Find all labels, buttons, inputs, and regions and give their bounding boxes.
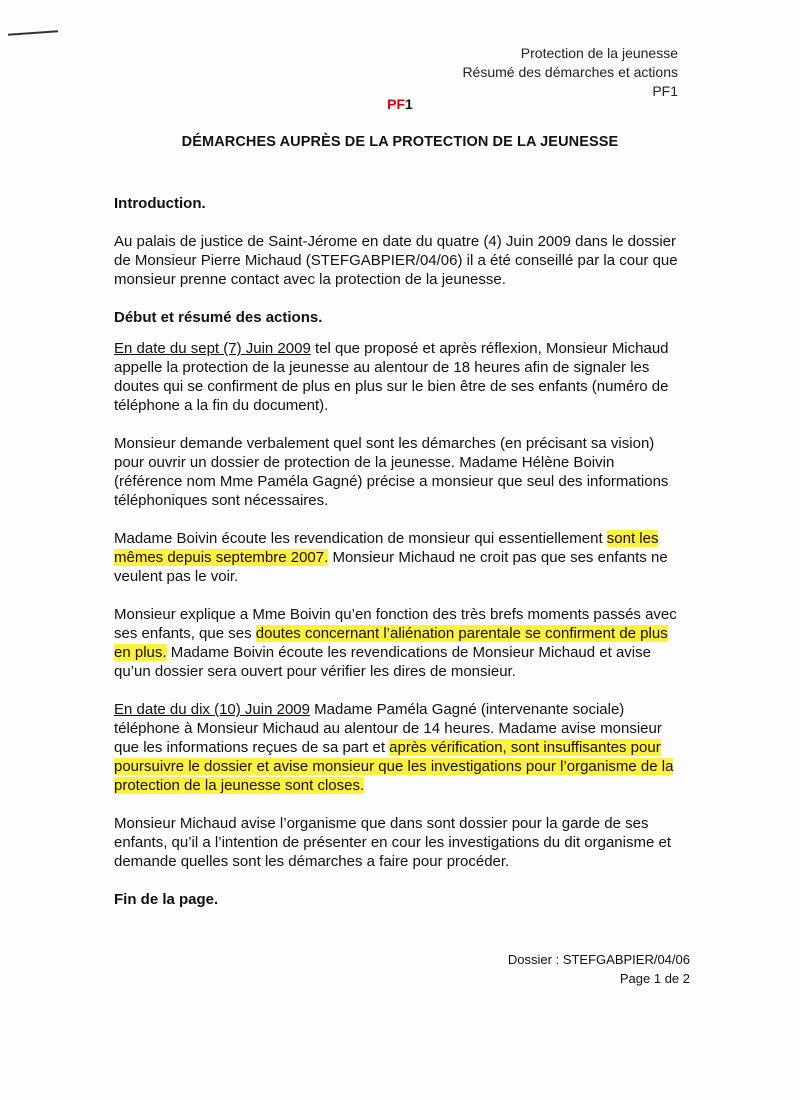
actions-heading: Début et résumé des actions. bbox=[114, 309, 323, 326]
scan-pen-mark bbox=[8, 30, 58, 35]
paragraph-5-date: En date du dix (10) Juin 2009 bbox=[114, 701, 310, 718]
paragraph-5-before: Madame Paméla Gagné (intervenante sociale) téléphone à Monsieur Michaud au alentour de 14 heures. Madame avise monsieur que les informations reçues de sa part et bbox=[114, 701, 662, 756]
document-body bbox=[114, 194, 684, 909]
paragraph-4 bbox=[114, 605, 684, 681]
paragraph-3-after: Monsieur Michaud ne croit pas que ses enfants ne veulent pas le voir. bbox=[114, 549, 668, 585]
paragraph-4-before: Monsieur explique a Mme Boivin qu’en fonction des très brefs moments passés avec ses enfants, que ses bbox=[114, 606, 677, 642]
pf-code bbox=[0, 96, 800, 112]
paragraph-3-highlight: sont les mêmes depuis septembre 2007. bbox=[114, 530, 659, 566]
paragraph-6: Monsieur Michaud avise l’organisme que dans sont dossier pour la garde de ses enfants, qu’il a l’intention de présenter en cour les investigations du dit organisme et demande quelles sont les démarches a faire pour procéder. bbox=[114, 815, 671, 870]
paragraph-5-highlight: après vérification, sont insuffisantes pour poursuivre le dossier et avise monsieur que les investigations pour l’organisme de la protection de la jeunesse sont closes. bbox=[114, 739, 674, 794]
pf-code-red: PF bbox=[387, 96, 406, 112]
footer-dossier: Dossier : STEFGABPIER/04/06 bbox=[507, 952, 690, 967]
paragraph-4-highlight: doutes concernant l’aliénation parentale se confirment de plus en plus. bbox=[114, 625, 668, 661]
pf-code-number: 1 bbox=[405, 96, 413, 112]
intro-heading: Introduction. bbox=[114, 195, 206, 212]
paragraph-1 bbox=[114, 339, 684, 415]
paragraph-3-before: Madame Boivin écoute les revendication de monsieur qui essentiellement bbox=[114, 530, 607, 547]
paragraph-4-after: Madame Boivin écoute les revendications de Monsieur Michaud et avise qu’un dossier sera ouvert pour vérifier les dires de monsieur. bbox=[114, 644, 651, 680]
page-header bbox=[462, 44, 678, 101]
intro-paragraph: Au palais de justice de Saint-Jérome en date du quatre (4) Juin 2009 dans le dossier de Monsieur Pierre Michaud (STEFGABPIER/04/06) il a été conseillé par la cour que monsieur prenne contact avec la protection de la jeunesse. bbox=[114, 233, 678, 288]
paragraph-1-text: tel que proposé et après réflexion, Monsieur Michaud appelle la protection de la jeunesse au alentour de 18 heures afin de signaler les doutes qui se confirment de plus en plus sur le bien être de ses enfants (numéro de téléphone a la fin du document). bbox=[114, 340, 669, 414]
end-of-page: Fin de la page. bbox=[114, 891, 219, 908]
header-line-1: Protection de la jeunesse bbox=[520, 45, 678, 61]
paragraph-2: Monsieur demande verbalement quel sont les démarches (en précisant sa vision) pour ouvrir un dossier de protection de la jeunesse. Madame Hélène Boivin (référence nom Mme Paméla Gagné) précise a monsieur que seul des informations téléphoniques sont nécessaires. bbox=[114, 435, 669, 509]
paragraph-1-date: En date du sept (7) Juin 2009 bbox=[114, 340, 311, 357]
page-footer bbox=[508, 950, 690, 988]
paragraph-3 bbox=[114, 529, 684, 586]
footer-page-number: Page 1 de 2 bbox=[619, 971, 690, 986]
header-line-3: PF1 bbox=[652, 83, 678, 99]
page-title: DÉMARCHES AUPRÈS DE LA PROTECTION DE LA JEUNESSE bbox=[181, 134, 619, 150]
paragraph-5 bbox=[114, 700, 684, 795]
header-line-2: Résumé des démarches et actions bbox=[462, 64, 678, 80]
